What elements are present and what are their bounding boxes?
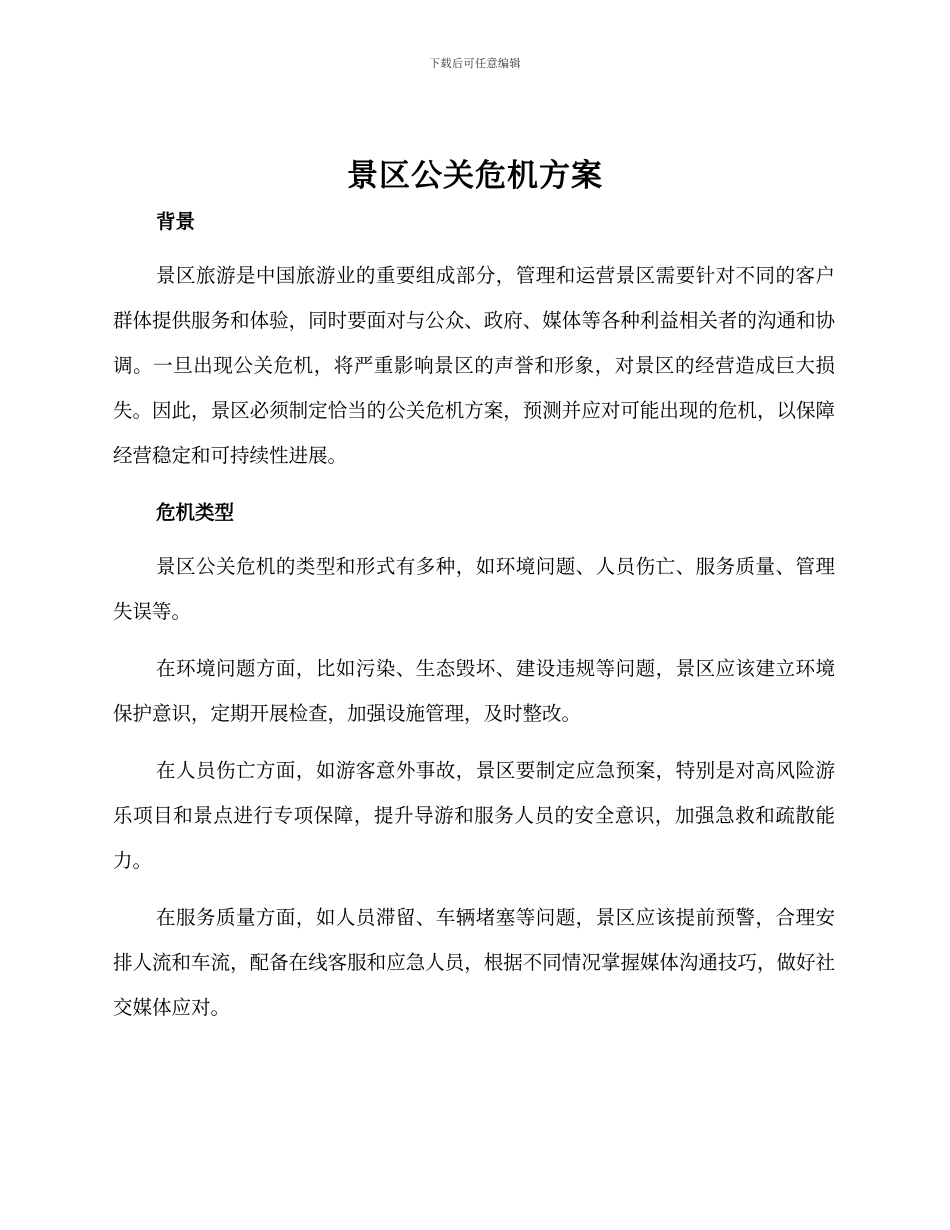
paragraph: 景区公关危机的类型和形式有多种，如环境问题、人员伤亡、服务质量、管理失误等。 xyxy=(113,555,835,623)
header-note: 下载后可任意编辑 xyxy=(429,57,521,70)
section-background xyxy=(113,205,835,478)
paragraph: 景区旅游是中国旅游业的重要组成部分，管理和运营景区需要针对不同的客户群体提供服务和体验，同时要面对与公众、政府、媒体等各种利益相关者的沟通和协调。一旦出现公关危机，将严重影响景区的声誉和形象，对景区的经营造成巨大损失。因此，景区必须制定恰当的公关危机方案，预测并应对可能出现的危机，以保障经营稳定和可持续性进展。 xyxy=(113,264,835,467)
paragraph: 在人员伤亡方面，如游客意外事故，景区要制定应急预案，特别是对高风险游乐项目和景点进行专项保障，提升导游和服务人员的安全意识，加强急救和疏散能力。 xyxy=(113,759,835,872)
document-title: 景区公关危机方案 xyxy=(347,158,603,194)
document-body xyxy=(113,205,835,1030)
section-heading-crisis-types: 危机类型 xyxy=(156,501,235,524)
paragraph: 在环境问题方面，比如污染、生态毁坏、建设违规等问题，景区应该建立环境保护意识，定期开展检查，加强设施管理，及时整改。 xyxy=(113,657,835,725)
section-crisis-types xyxy=(113,496,835,1030)
paragraph: 在服务质量方面，如人员滞留、车辆堵塞等问题，景区应该提前预警，合理安排人流和车流，配备在线客服和应急人员，根据不同情况掌握媒体沟通技巧，做好社交媒体应对。 xyxy=(113,906,835,1019)
section-heading-background: 背景 xyxy=(156,210,196,233)
